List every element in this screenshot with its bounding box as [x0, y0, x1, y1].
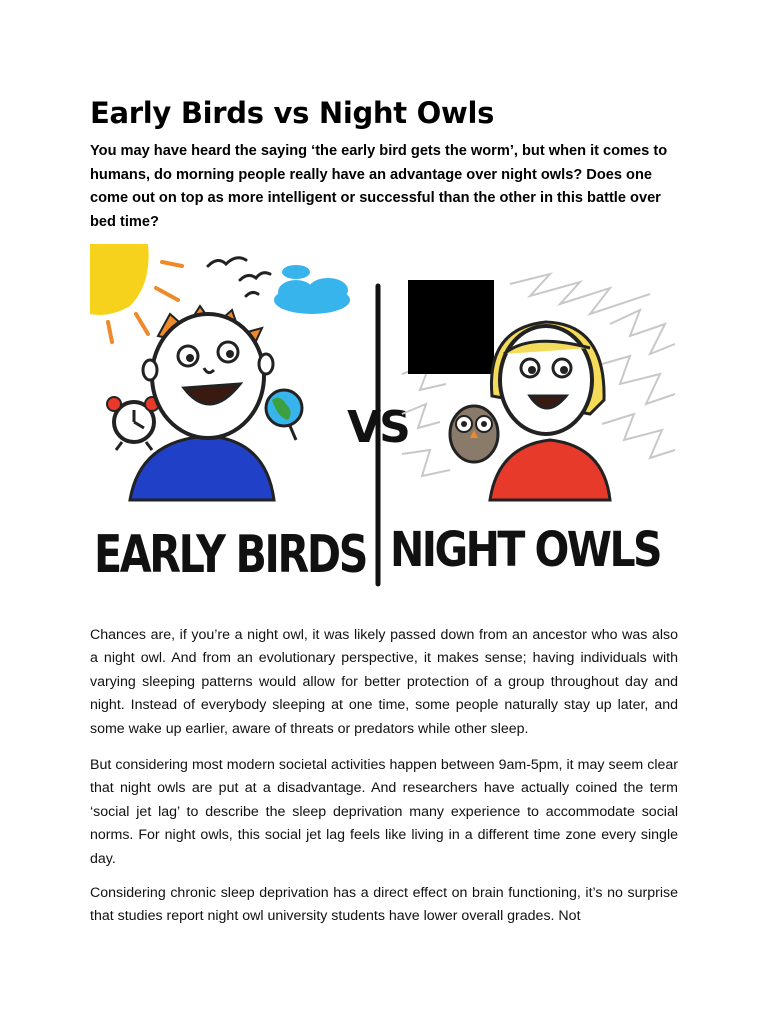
early-birds-vs-night-owls-illustration [90, 244, 680, 594]
article-title: Early Birds vs Night Owls [90, 96, 495, 130]
alarm-clock-icon [107, 397, 159, 450]
cloud-icon [274, 265, 350, 314]
night-owls-caption: NIGHT OWLS [390, 522, 661, 578]
moon-panel [408, 280, 494, 374]
article-intro: You may have heard the saying ‘the early bird gets the worm’, but when it comes to humans, do morning people really have an advantage over night owls? Does one come out on top as more intelligent or successful than the other in this battle over bed time? [90, 143, 668, 231]
early-birds-caption: EARLY BIRDS [94, 525, 366, 585]
night-owl-girl [490, 322, 610, 500]
owl-icon [450, 406, 498, 462]
birds-icon [208, 258, 270, 296]
paragraph-2: But considering most modern societal activities happen between 9am-5pm, it may seem clear that night owls are put at a disadvantage. And researchers have actually coined the term ‘social jet lag’ to describe the sleep deprivation many experience to accommodate social norms. For night owls, this social jet lag feels like living in a different time zone every single day. [90, 757, 678, 867]
vs-text: VS [347, 402, 409, 453]
globe-icon [266, 390, 302, 440]
paragraph-1: Chances are, if you’re a night owl, it was likely passed down from an ancestor who was also a night owl. And from an evolutionary perspective, it makes sense; having individuals with varying sleeping patterns would allow for better protection of a group throughout day and night. Instead of everybody sleeping at one time, some people naturally stay up later, and some wake up earlier, aware of threats or predators while other sleep. [90, 627, 678, 737]
paragraph-3: Considering chronic sleep deprivation has a direct effect on brain functioning, it’s no surprise that studies report night owl university students have lower overall grades. Not [90, 885, 678, 925]
